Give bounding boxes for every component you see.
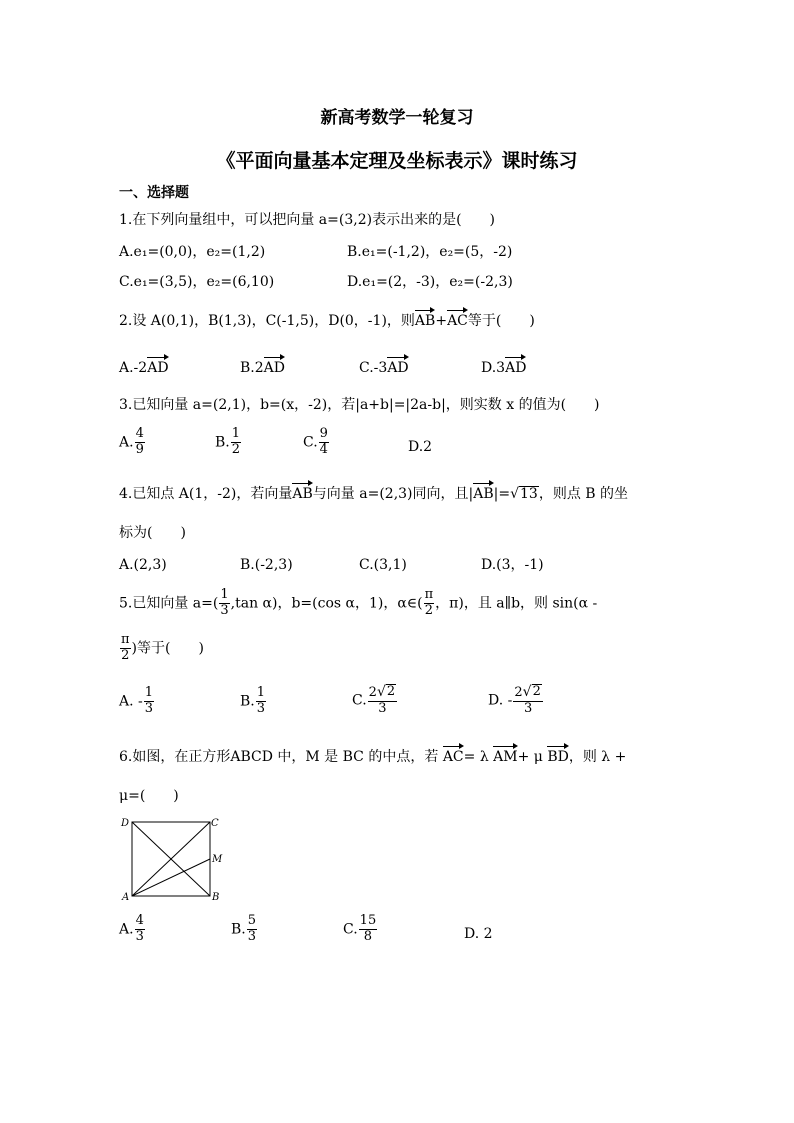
q6-option-c	[343, 914, 378, 945]
q4-vector-ab: AB	[292, 486, 313, 502]
sqrt	[377, 684, 396, 700]
denominator: 3	[135, 928, 144, 944]
q4-text-mid: 与向量 a=(2,3)同向，且|	[312, 486, 474, 502]
q5-option-d-fraction	[513, 684, 542, 717]
denominator: 3	[256, 700, 266, 716]
q6-text-end: ，则 λ +	[568, 749, 627, 765]
numerator: 15	[359, 913, 377, 928]
q5-option-d-label: D. -	[488, 692, 513, 709]
q6-stem	[119, 750, 626, 764]
q5-text-mid: ,tan α)，b=(cos α，1)，α∈(	[230, 595, 423, 612]
denominator: 3	[220, 602, 229, 618]
coefficient: 2	[514, 685, 523, 700]
label-a: A	[122, 892, 130, 903]
q4-stem	[119, 486, 628, 501]
q5-option-a-fraction	[144, 686, 154, 717]
q6-plus: + μ	[517, 749, 543, 765]
q6-square-figure	[115, 812, 225, 904]
q3-option-b-fraction	[231, 427, 241, 458]
q4-text: 4.已知点 A(1，-2)，若向量	[119, 486, 293, 502]
numerator: π	[121, 632, 130, 647]
q2-option-b-vector: AD	[263, 360, 285, 376]
q2-stem	[119, 314, 535, 328]
q2-option-c-vector: AD	[387, 360, 409, 376]
q1-option-a: A.e₁=(0,0)，e₂=(1,2)	[119, 244, 266, 260]
denominator: 2	[424, 602, 434, 618]
numerator	[513, 684, 542, 702]
q5-option-c	[352, 684, 398, 717]
q4-stem-line2: 标为( )	[119, 525, 186, 541]
q4-option-a: A.(2,3)	[119, 557, 167, 573]
q1-stem: 1.在下列向量组中，可以把向量 a=(3,2)表示出来的是( )	[119, 212, 495, 228]
denominator: 3	[523, 700, 533, 716]
q6-stem-line2: μ=( )	[119, 788, 179, 804]
q3-stem: 3.已知向量 a=(2,1)，b=(x，-2)，若|a+b|=|2a-b|，则实数 x 的值为( )	[119, 397, 600, 413]
q6-option-a-label: A.	[119, 921, 134, 938]
q2-vector-ac: AC	[447, 313, 468, 329]
label-m: M	[212, 854, 223, 865]
q6-option-b	[231, 914, 258, 945]
q2-option-d	[481, 361, 526, 375]
q3-option-a-fraction	[135, 427, 145, 458]
label-c: C	[211, 818, 219, 829]
q6-option-d: D. 2	[464, 926, 493, 942]
denominator: 2	[231, 441, 241, 457]
q6-option-a-fraction	[135, 914, 145, 945]
radical-sign: √	[376, 684, 386, 700]
q3-option-c-label: C.	[303, 434, 318, 451]
q5-fraction-1	[219, 588, 229, 619]
q2-option-c	[359, 361, 409, 375]
numerator: 1	[220, 587, 229, 602]
q2-option-c-label: C.-3	[359, 360, 388, 376]
q6-vector-am: AM	[493, 749, 518, 765]
numerator: 9	[319, 426, 328, 441]
q4-text-eq: |=	[493, 486, 511, 502]
doc-title: 新高考数学一轮复习	[320, 108, 474, 128]
q4-sqrt	[510, 486, 539, 501]
q3-option-b	[215, 427, 242, 458]
q1-option-d: D.e₁=(2，-3)，e₂=(-2,3)	[347, 274, 513, 290]
section-heading: 一、选择题	[119, 185, 189, 201]
q5-option-a	[119, 686, 155, 717]
q2-text-end: 等于( )	[467, 313, 535, 329]
radical-sign: √	[522, 684, 532, 700]
denominator: 3	[378, 700, 387, 716]
sqrt	[523, 684, 542, 700]
radicand: 2	[532, 684, 541, 700]
q5-stem	[119, 588, 597, 619]
q5-option-d	[488, 684, 544, 717]
q4-text-end: ，则点 B 的坐	[538, 486, 629, 502]
denominator: 3	[247, 928, 257, 944]
denominator: 9	[135, 441, 144, 457]
q6-option-b-fraction	[247, 914, 257, 945]
q5-fraction-3	[120, 633, 131, 664]
q4-option-d: D.(3，-1)	[481, 557, 544, 573]
q2-text: 2.设 A(0,1)，B(1,3)，C(-1,5)，D(0，-1)，则	[119, 313, 415, 329]
q5-option-a-label: A. -	[119, 693, 143, 710]
q2-option-d-vector: AD	[505, 360, 527, 376]
q6-option-c-fraction	[359, 914, 378, 945]
numerator: 4	[135, 426, 144, 441]
q3-option-a-label: A.	[119, 434, 134, 451]
q2-vector-ab: AB	[414, 313, 436, 329]
numerator: 4	[135, 913, 144, 928]
q3-option-a	[119, 427, 146, 458]
numerator: π	[424, 587, 434, 602]
radicand: 2	[386, 684, 396, 700]
q4-option-c: C.(3,1)	[359, 557, 407, 573]
q5-stem-line2	[119, 633, 204, 664]
q4-vector-ab-abs: AB	[473, 486, 494, 502]
q2-option-b-label: B.2	[240, 360, 264, 376]
q5-text-line2: )等于( )	[131, 640, 204, 657]
q5-option-c-fraction	[368, 684, 397, 717]
q6-text: 6.如图，在正方形ABCD 中，M 是 BC 的中点，若	[119, 749, 439, 765]
q2-option-a	[119, 361, 169, 375]
denominator: 4	[319, 441, 328, 457]
label-d: D	[121, 818, 130, 829]
coefficient: 2	[368, 685, 377, 700]
denominator: 2	[121, 647, 130, 663]
q3-option-c	[303, 427, 330, 458]
q6-option-c-label: C.	[343, 921, 358, 938]
q5-option-b-label: B.	[240, 693, 255, 710]
numerator: 1	[144, 685, 154, 700]
q2-option-d-label: D.3	[481, 360, 506, 376]
numerator	[368, 684, 397, 702]
q5-fraction-2	[424, 588, 435, 619]
q6-vector-ac: AC	[442, 749, 464, 765]
q1-option-b: B.e₁=(-1,2)，e₂=(5，-2)	[347, 244, 513, 260]
segment-am	[132, 859, 210, 896]
q3-option-c-fraction	[319, 427, 329, 458]
q3-option-d: D.2	[408, 439, 433, 455]
numerator: 1	[256, 685, 266, 700]
q2-plus: +	[435, 313, 448, 329]
q2-option-a-vector: AD	[147, 360, 169, 376]
q5-option-b	[240, 686, 267, 717]
q6-vector-bd: BD	[547, 749, 569, 765]
denominator: 3	[144, 700, 154, 716]
q6-eq: = λ	[463, 749, 489, 765]
q4-option-b: B.(-2,3)	[240, 557, 293, 573]
q2-option-b	[240, 361, 285, 375]
numerator: 5	[247, 913, 257, 928]
radicand: 13	[520, 486, 538, 502]
q6-option-b-label: B.	[231, 921, 246, 938]
numerator: 1	[231, 426, 241, 441]
radical-sign: √	[510, 486, 520, 502]
q1-option-c: C.e₁=(3,5)，e₂=(6,10)	[119, 274, 275, 290]
q3-option-b-label: B.	[215, 434, 230, 451]
q6-option-a	[119, 914, 146, 945]
label-b: B	[212, 892, 220, 903]
q5-text-end: ，π)，且 a∥b，则 sin(α -	[435, 595, 598, 612]
q5-option-b-fraction	[256, 686, 266, 717]
denominator: 8	[363, 928, 373, 944]
q2-option-a-label: A.-2	[119, 360, 148, 376]
q5-option-c-label: C.	[352, 692, 367, 709]
q5-text: 5.已知向量 a=(	[119, 595, 219, 612]
doc-subtitle: 《平面向量基本定理及坐标表示》课时练习	[216, 150, 578, 172]
